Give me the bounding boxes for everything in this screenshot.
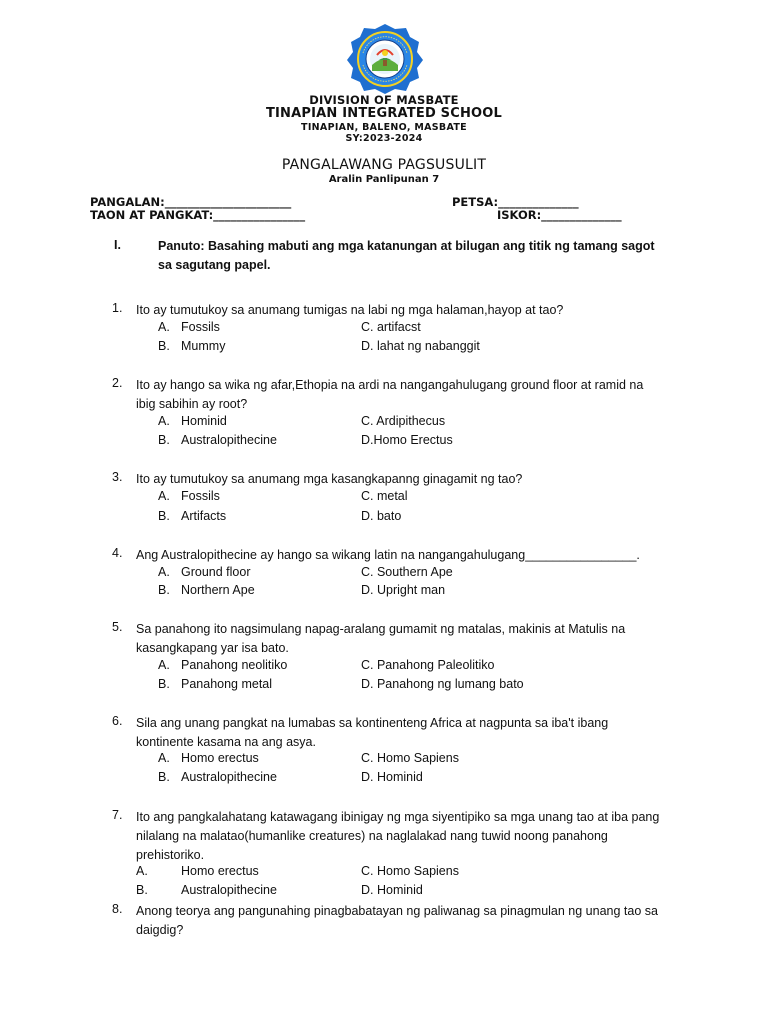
question-number: 1. [112, 301, 123, 315]
name-field[interactable]: PANGALAN:______________________ [90, 195, 292, 209]
option-text: C. Southern Ape [361, 565, 453, 579]
option-c[interactable] [361, 320, 421, 334]
option-text: Australopithecine [181, 883, 277, 897]
directions-number: I. [114, 238, 121, 252]
school-year: SY:2023-2024 [345, 133, 423, 144]
option-a[interactable] [158, 414, 227, 428]
option-text: D. Hominid [361, 770, 423, 784]
option-text: Northern Ape [181, 583, 255, 597]
question-number: 3. [112, 470, 123, 484]
option-a[interactable] [158, 751, 259, 765]
option-text: Australopithecine [181, 770, 277, 784]
option-letter: A. [158, 414, 170, 428]
question-text: Ito ang pangkalahatang katawagang ibinigay ng mga siyentipiko sa mga unang tao at iba pang nilalang na malatao(humanlike creatures) na naglalakad nang tuwid noong panahong prehistoriko. [136, 810, 660, 862]
option-text: C. Panahong Paleolitiko [361, 658, 495, 672]
exam-title: PANGALAWANG PAGSUSULIT [281, 157, 487, 173]
option-text: D. Hominid [361, 883, 423, 897]
option-b[interactable] [158, 583, 255, 597]
option-letter: B. [158, 509, 170, 523]
option-text: Panahong neolitiko [181, 658, 288, 672]
option-c[interactable] [361, 565, 453, 579]
option-letter: B. [158, 677, 170, 691]
option-letter: A. [158, 489, 170, 503]
option-letter: A. [158, 658, 170, 672]
option-b[interactable] [158, 433, 277, 447]
question-text: Ito ay tumutukoy sa anumang mga kasangkapanng ginagamit ng tao? [136, 472, 523, 486]
score-field[interactable]: ISKOR:______________ [497, 208, 622, 222]
option-text: D. bato [361, 509, 402, 523]
question-number: 6. [112, 714, 123, 728]
question-text: Sa panahong ito nagsimulang napag-aralang gumamit ng matalas, makinis at Matulis na kasangkapang yar isa bato. [136, 622, 626, 655]
option-letter: A. [158, 751, 170, 765]
option-text: C. metal [361, 489, 408, 503]
option-b[interactable] [158, 770, 277, 784]
option-c[interactable] [361, 751, 459, 765]
division-name: DIVISION OF MASBATE [309, 93, 459, 107]
option-text: Australopithecine [181, 433, 277, 447]
directions-text: Panuto: Basahing mabuti ang mga katanungan at bilugan ang titik ng tamang sagot sa sagutang papel. [158, 239, 655, 272]
option-text: C. artifacst [361, 320, 421, 334]
question-number: 4. [112, 546, 123, 560]
school-address: TINAPIAN, BALENO, MASBATE [301, 122, 467, 133]
question-number: 2. [112, 376, 123, 390]
option-text: Hominid [181, 414, 227, 428]
option-b[interactable] [158, 509, 226, 523]
option-a[interactable] [136, 864, 259, 878]
question-number: 7. [112, 808, 123, 822]
option-letter: B. [158, 433, 170, 447]
option-c[interactable] [361, 658, 494, 672]
question-text: Anong teorya ang pangunahing pinagbabatayan ng paliwanag sa pinagmulan ng unang tao sa daigdig? [136, 904, 658, 937]
option-a[interactable] [158, 658, 287, 672]
option-letter: A. [158, 320, 170, 334]
option-d[interactable] [361, 770, 423, 784]
option-a[interactable] [158, 565, 250, 579]
subject-name: Aralin Panlipunan 7 [328, 174, 440, 185]
option-text: Ground floor [181, 565, 251, 579]
year-section-field[interactable]: TAON AT PANGKAT:________________ [90, 208, 306, 222]
option-c[interactable] [361, 414, 445, 428]
option-text: Homo erectus [181, 751, 259, 765]
school-name: TINAPIAN INTEGRATED SCHOOL [265, 106, 503, 121]
option-letter: B. [136, 883, 148, 897]
option-d[interactable] [361, 677, 524, 691]
date-field[interactable]: PETSA:______________ [452, 195, 579, 209]
option-c[interactable] [361, 489, 408, 503]
option-text: Artifacts [181, 509, 227, 523]
option-d[interactable] [361, 583, 445, 597]
option-text: Fossils [181, 320, 220, 334]
option-text: C. Ardipithecus [361, 414, 446, 428]
school-seal-logo [343, 23, 427, 95]
option-d[interactable] [361, 339, 480, 353]
option-b[interactable] [158, 339, 225, 353]
option-c[interactable] [361, 864, 459, 878]
option-text: C. Homo Sapiens [361, 751, 459, 765]
option-letter: A. [158, 565, 170, 579]
option-text: D. Upright man [361, 583, 446, 597]
question-text: Ang Australopithecine ay hango sa wikang latin na nangangahulugang________________. [136, 548, 640, 562]
option-d[interactable] [361, 883, 423, 897]
question-number: 8. [112, 902, 123, 916]
option-text: Fossils [181, 489, 220, 503]
option-text: D. lahat ng nabanggit [361, 339, 480, 353]
option-text: D.Homo Erectus [361, 433, 453, 447]
option-letter: B. [158, 770, 170, 784]
option-text: Mummy [181, 339, 226, 353]
question-number: 5. [112, 620, 123, 634]
question-text: Ito ay tumutukoy sa anumang tumigas na labi ng mga halaman,hayop at tao? [136, 303, 564, 317]
option-text: C. Homo Sapiens [361, 864, 459, 878]
option-text: Panahong metal [181, 677, 273, 691]
option-d[interactable] [361, 509, 401, 523]
option-a[interactable] [158, 489, 220, 503]
option-text: Homo erectus [181, 864, 259, 878]
option-letter: B. [158, 339, 170, 353]
question-text: Ito ay hango sa wika ng afar,Ethopia na ardi na nangangahulugang ground floor at ramid na ibig sabihin ay root? [136, 378, 644, 411]
option-d[interactable] [361, 433, 453, 447]
option-b[interactable] [158, 677, 272, 691]
option-b[interactable] [136, 883, 277, 897]
question-text: Sila ang unang pangkat na lumabas sa kontinenteng Africa at nagpunta sa iba't ibang kontinente kasama na ang asya. [136, 716, 609, 749]
option-a[interactable] [158, 320, 220, 334]
option-text: D. Panahong ng lumang bato [361, 677, 524, 691]
option-letter: B. [158, 583, 170, 597]
option-letter: A. [136, 864, 148, 878]
